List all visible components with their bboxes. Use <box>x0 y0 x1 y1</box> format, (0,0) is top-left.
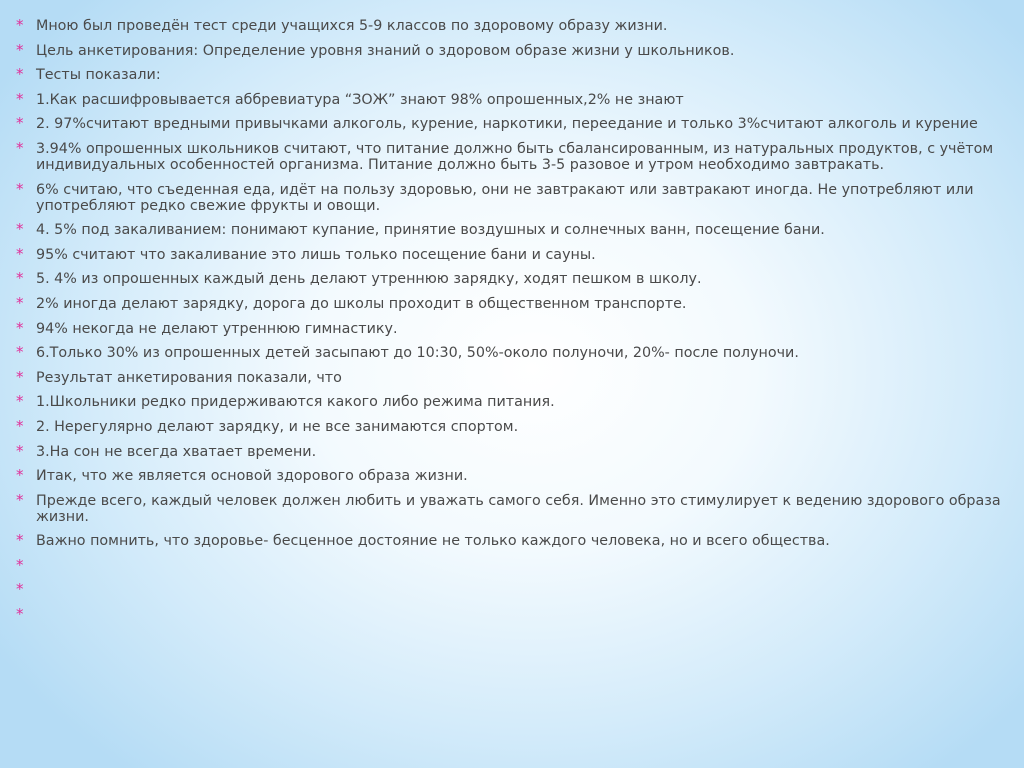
bullet-marker-icon: * <box>16 293 24 312</box>
bullet-marker-icon: * <box>16 367 24 386</box>
bullet-marker-icon: * <box>16 318 24 337</box>
bullet-list <box>16 18 1006 632</box>
bullet-item <box>16 244 1006 263</box>
bullet-text: Итак, что же является основой здорового образа жизни. <box>36 468 468 485</box>
bullet-text: Цель анкетирования: Определение уровня знаний о здоровом образе жизни у школьников. <box>36 42 735 59</box>
bullet-marker-icon: * <box>16 392 24 411</box>
bullet-text: 4. 5% под закаливанием: понимают купание, принятие воздушных и солнечных ванн, посещение бани. <box>36 222 825 239</box>
bullet-item <box>16 293 1006 312</box>
bullet-text: 1.Школьники редко придерживаются какого либо режима питания. <box>36 394 555 411</box>
bullet-text: Мною был проведён тест среди учащихся 5-9 классов по здоровому образу жизни. <box>36 18 668 34</box>
bullet-marker-icon: * <box>16 416 24 435</box>
bullet-text: Прежде всего, каждый человек должен любить и уважать самого себя. Именно это стимулирует к ведению здорового образа жизни. <box>36 492 1001 525</box>
bullet-text: Тесты показали: <box>36 67 161 84</box>
bullet-item <box>16 468 1006 484</box>
bullet-item <box>16 116 1006 132</box>
bullet-marker-icon: * <box>16 555 24 574</box>
bullet-marker-icon: * <box>16 605 24 624</box>
bullet-marker-icon: * <box>16 490 24 509</box>
bullet-item <box>16 40 1006 59</box>
bullet-text: 5. 4% из опрошенных каждый день делают утреннюю зарядку, ходят пешком в школу. <box>36 271 702 288</box>
bullet-item <box>16 416 1006 435</box>
bullet-text: Важно помнить, что здоровье- бесценное достояние не только каждого человека, но и всего общества. <box>36 533 830 550</box>
bullet-item <box>16 271 1006 287</box>
bullet-item <box>16 318 1006 337</box>
bullet-text: 95% считают что закаливание это лишь только посещение бани и сауны. <box>36 246 596 263</box>
bullet-text: 2. Нерегулярно делают зарядку, и не все занимаются спортом. <box>36 418 519 435</box>
bullet-item <box>16 533 1006 549</box>
bullet-item <box>16 18 1006 34</box>
bullet-marker-icon: * <box>16 89 24 108</box>
bullet-marker-icon: * <box>16 466 24 485</box>
bullet-item <box>16 345 1006 361</box>
bullet-text: 3.На сон не всегда хватает времени. <box>36 443 317 460</box>
bullet-marker-icon: * <box>16 16 24 34</box>
bullet-marker-icon: * <box>16 269 24 288</box>
bullet-item <box>16 490 1006 525</box>
bullet-marker-icon: * <box>16 441 24 460</box>
bullet-item <box>16 394 1006 410</box>
bullet-marker-icon: * <box>16 580 24 599</box>
bullet-item <box>16 441 1006 460</box>
bullet-marker-icon: * <box>16 179 24 198</box>
bullet-item <box>16 222 1006 238</box>
bullet-text: 6.Только 30% из опрошенных детей засыпают до 10:30, 50%-около полуночи, 20%- после полуночи. <box>36 345 799 362</box>
bullet-text: 1.Как расшифровывается аббревиатура “ЗОЖ” знают 98% опрошенных,2% не знают <box>36 91 684 108</box>
bullet-item <box>16 582 1006 598</box>
bullet-text: Результат анкетирования показали, что <box>36 369 342 386</box>
bullet-item <box>16 607 1006 623</box>
bullet-marker-icon: * <box>16 114 24 133</box>
bullet-marker-icon: * <box>16 40 24 59</box>
bullet-item <box>16 555 1006 574</box>
bullet-marker-icon: * <box>16 65 24 84</box>
bullet-item <box>16 67 1006 83</box>
bullet-text: 3.94% опрошенных школьников считают, что питание должно быть сбалансированным, из натуральных продуктов, с учётом индивидуальных особенностей организма. Питание должно быть 3-5 разовое и утром необходимо завтракать. <box>36 140 994 173</box>
bullet-marker-icon: * <box>16 531 24 550</box>
bullet-item <box>16 179 1006 214</box>
bullet-marker-icon: * <box>16 220 24 239</box>
bullet-marker-icon: * <box>16 138 24 157</box>
bullet-item <box>16 89 1006 108</box>
bullet-item <box>16 138 1006 173</box>
bullet-text: 2% иногда делают зарядку, дорога до школы проходит в общественном транспорте. <box>36 295 687 312</box>
bullet-text: 94% некогда не делают утреннюю гимнастику. <box>36 320 398 337</box>
bullet-item <box>16 367 1006 386</box>
bullet-marker-icon: * <box>16 343 24 362</box>
bullet-marker-icon: * <box>16 244 24 263</box>
bullet-text: 2. 97%считают вредными привычками алкоголь, курение, наркотики, переедание и только 3%считают алкоголь и курение <box>36 116 978 133</box>
bullet-text: 6% считаю, что съеденная еда, идёт на пользу здоровью, они не завтракают или завтракают иногда. Не употребляют или употребляют редко свежие фрукты и овощи. <box>36 181 974 214</box>
